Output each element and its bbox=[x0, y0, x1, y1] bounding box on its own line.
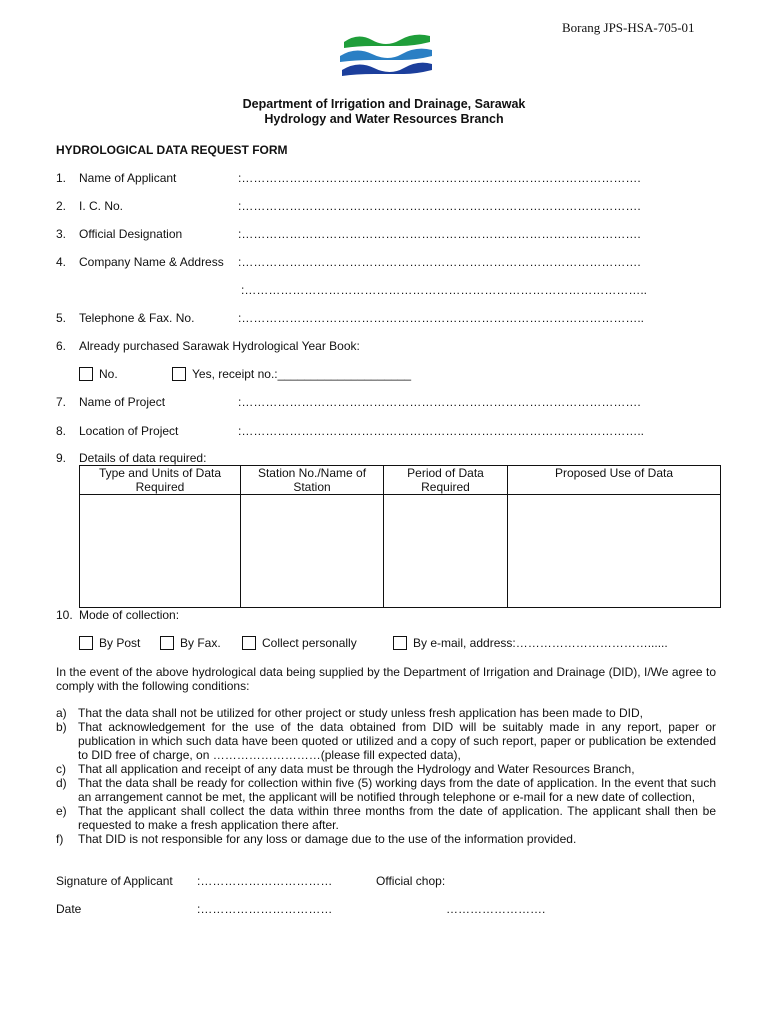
list-item bbox=[56, 720, 716, 762]
company-address-input[interactable]: :………………………………………………………………………………………. bbox=[238, 255, 641, 269]
yearbook-no-checkbox[interactable] bbox=[79, 367, 93, 381]
collection-email-option[interactable] bbox=[393, 636, 668, 650]
field-number: 6. bbox=[56, 339, 67, 353]
conditions-intro: In the event of the above hydrological data being supplied by the Department of Irrigation and Drainage (DID), I/We agree to comply with the following conditions: bbox=[56, 665, 716, 693]
field-number: 3. bbox=[56, 227, 67, 241]
yearbook-no-option[interactable] bbox=[79, 367, 118, 381]
table-cell-period[interactable] bbox=[384, 495, 508, 608]
branch-name: Hydrology and Water Resources Branch bbox=[264, 112, 504, 126]
field-number: 8. bbox=[56, 424, 67, 438]
list-item bbox=[56, 832, 716, 846]
field-number: 4. bbox=[56, 255, 67, 269]
field-number: 5. bbox=[56, 311, 67, 325]
condition-letter: e) bbox=[56, 804, 67, 818]
field-number: 2. bbox=[56, 199, 67, 213]
option-label: By Fax. bbox=[180, 636, 221, 650]
field-label: Location of Project bbox=[79, 424, 179, 438]
condition-text: That the data shall be ready for collection within five (5) working days from the date of application. In the event that such an arrangement cannot be met, the applicant will be notified through telephone or e-mail for a new date of collection, bbox=[78, 776, 716, 804]
applicant-name-input[interactable]: :………………………………………………………………………………………. bbox=[238, 171, 641, 185]
form-code: Borang JPS-HSA-705-01 bbox=[562, 20, 695, 35]
option-label: Collect personally bbox=[262, 636, 357, 650]
field-label: I. C. No. bbox=[79, 199, 124, 213]
field-label: Official Designation bbox=[79, 227, 183, 241]
date-input[interactable]: :…………………………… bbox=[197, 902, 333, 916]
field-label: Company Name & Address bbox=[79, 255, 224, 269]
column-header-use: Proposed Use of Data bbox=[508, 466, 721, 495]
list-item bbox=[56, 762, 716, 776]
date-label: Date bbox=[56, 902, 82, 916]
table-cell-use[interactable] bbox=[508, 495, 721, 608]
field-number: 1. bbox=[56, 171, 67, 185]
collection-post-option[interactable] bbox=[79, 636, 140, 650]
field-label: Name of Project bbox=[79, 395, 166, 409]
waves-logo-icon bbox=[338, 30, 434, 85]
field-applicant-name bbox=[56, 171, 66, 185]
form-title: HYDROLOGICAL DATA REQUEST FORM bbox=[56, 143, 288, 157]
condition-letter: f) bbox=[56, 832, 64, 846]
field-label: Mode of collection: bbox=[79, 608, 180, 622]
table-cell-type[interactable] bbox=[80, 495, 241, 608]
collection-personal-option[interactable] bbox=[242, 636, 357, 650]
field-number: 9. bbox=[56, 451, 67, 465]
telephone-fax-input[interactable]: :……………………………………………………………………………………….. bbox=[238, 311, 645, 325]
post-checkbox[interactable] bbox=[79, 636, 93, 650]
condition-text: That the data shall not be utilized for other project or study unless fresh application has been made to DID, bbox=[78, 706, 643, 720]
column-header-type: Type and Units of Data Required bbox=[80, 466, 241, 495]
option-label: No. bbox=[99, 367, 118, 381]
condition-text: That acknowledgement for the use of the data obtained from DID will be suitably made in any report, paper or publication in which such data have been quoted or utilized and a copy of such report, paper or publication be extended to DID free of charge, on ………………………(please fill expected data), bbox=[78, 720, 716, 762]
designation-input[interactable]: :………………………………………………………………………………………. bbox=[238, 227, 641, 241]
list-item bbox=[56, 776, 716, 804]
list-item bbox=[56, 804, 716, 832]
collection-fax-option[interactable] bbox=[160, 636, 221, 650]
condition-text: That the applicant shall collect the data within three months from the date of application. The applicant shall then be requested to make a fresh application there after. bbox=[78, 804, 716, 832]
yearbook-yes-option[interactable] bbox=[172, 367, 411, 381]
condition-text: That all application and receipt of any data must be through the Hydrology and Water Resources Branch, bbox=[78, 762, 635, 776]
project-name-input[interactable]: :………………………………………………………………………………………. bbox=[238, 395, 641, 409]
data-details-table bbox=[79, 465, 721, 608]
field-label: Name of Applicant bbox=[79, 171, 177, 185]
company-address-input-line2[interactable]: :……………………………………………………………………………………….. bbox=[241, 283, 648, 297]
personal-checkbox[interactable] bbox=[242, 636, 256, 650]
signature-label: Signature of Applicant bbox=[56, 874, 173, 888]
option-label: By e-mail, address:……………………………...... bbox=[413, 636, 668, 650]
condition-text: That DID is not responsible for any loss or damage due to the use of the information provided. bbox=[78, 832, 577, 846]
condition-letter: d) bbox=[56, 776, 67, 790]
official-chop-label: Official chop: bbox=[376, 874, 446, 888]
field-label: Already purchased Sarawak Hydrological Year Book: bbox=[79, 339, 360, 353]
option-label: By Post bbox=[99, 636, 141, 650]
option-label: Yes, receipt no.:____________________ bbox=[192, 367, 412, 381]
conditions-list bbox=[56, 706, 716, 846]
ic-number-input[interactable]: :………………………………………………………………………………………. bbox=[238, 199, 641, 213]
project-location-input[interactable]: :……………………………………………………………………………………….. bbox=[238, 424, 645, 438]
email-checkbox[interactable] bbox=[393, 636, 407, 650]
field-number: 10. bbox=[56, 608, 73, 622]
department-name: Department of Irrigation and Drainage, Sarawak bbox=[242, 97, 526, 111]
condition-letter: a) bbox=[56, 706, 67, 720]
table-cell-station[interactable] bbox=[241, 495, 384, 608]
fax-checkbox[interactable] bbox=[160, 636, 174, 650]
condition-letter: b) bbox=[56, 720, 67, 734]
field-label: Details of data required: bbox=[79, 451, 207, 465]
signature-input[interactable]: :…………………………… bbox=[197, 874, 333, 888]
column-header-period: Period of Data Required bbox=[384, 466, 508, 495]
table-row bbox=[80, 495, 721, 608]
field-number: 7. bbox=[56, 395, 67, 409]
field-label: Telephone & Fax. No. bbox=[79, 311, 195, 325]
list-item bbox=[56, 706, 716, 720]
official-chop-input[interactable]: ……………………. bbox=[446, 902, 546, 916]
yearbook-yes-checkbox[interactable] bbox=[172, 367, 186, 381]
condition-letter: c) bbox=[56, 762, 66, 776]
column-header-station: Station No./Name of Station bbox=[241, 466, 384, 495]
